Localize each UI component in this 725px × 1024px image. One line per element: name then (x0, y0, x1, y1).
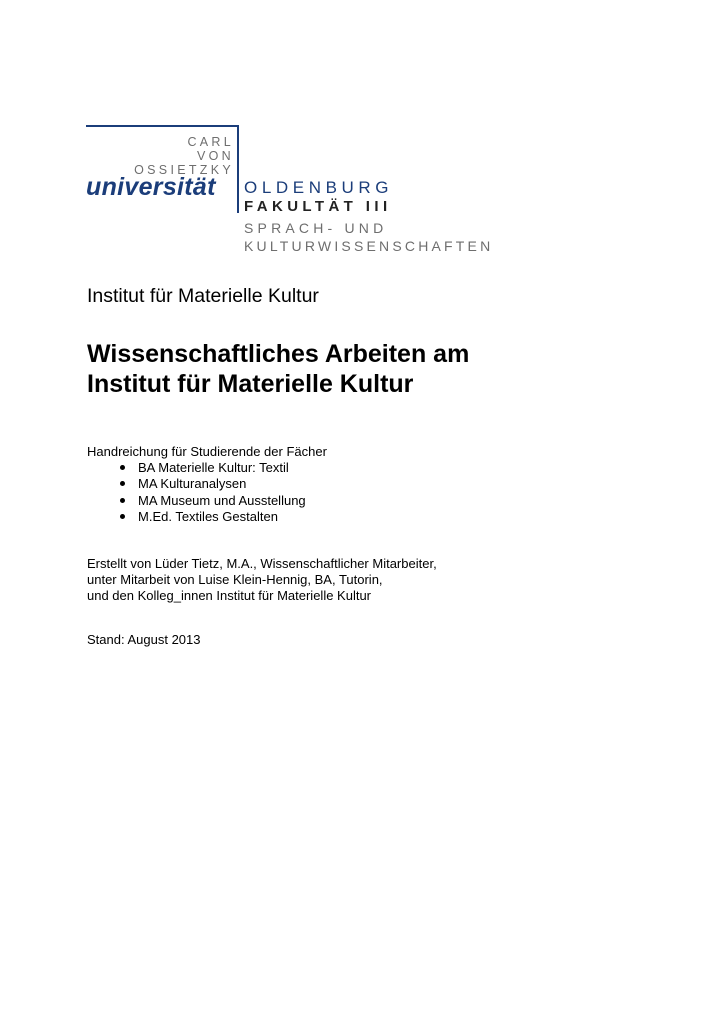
logo-top-rule (86, 125, 238, 127)
title-line-2: Institut für Materielle Kultur (87, 370, 414, 398)
list-item: BA Materielle Kultur: Textil (118, 460, 306, 476)
list-item: MA Kulturanalysen (118, 476, 306, 492)
list-item: M.Ed. Textiles Gestalten (118, 509, 306, 525)
logo-oldenburg: OLDENBURG (244, 178, 394, 197)
logo-fakultaet: FAKULTÄT III (244, 198, 392, 215)
credits-line: Erstellt von Lüder Tietz, M.A., Wissenschaftlicher Mitarbeiter, (87, 556, 437, 571)
logo-ossietzky: OSSIETZKY (134, 163, 234, 177)
title-line-1: Wissenschaftliches Arbeiten am (87, 340, 470, 368)
logo-von: VON (197, 149, 234, 163)
university-logo (86, 124, 496, 260)
logo-universitaet: universität (86, 173, 216, 201)
logo-carl: CARL (187, 135, 234, 149)
list-item: MA Museum und Ausstellung (118, 493, 306, 509)
logo-sprach-und: SPRACH- UND (244, 220, 388, 236)
subject-list (118, 460, 306, 525)
logo-kulturwissenschaften: KULTURWISSENSCHAFTEN (244, 238, 494, 254)
subtitle: Handreichung für Studierende der Fächer (87, 444, 327, 459)
stand-date: Stand: August 2013 (87, 632, 201, 647)
credits-line: und den Kolleg_innen Institut für Materielle Kultur (87, 588, 372, 604)
logo-vertical-rule (237, 125, 239, 213)
credits (87, 556, 437, 605)
credits-line: unter Mitarbeit von Luise Klein-Hennig, BA, Tutorin, (87, 572, 383, 588)
institute-name: Institut für Materielle Kultur (87, 285, 319, 307)
document-title (87, 339, 469, 399)
